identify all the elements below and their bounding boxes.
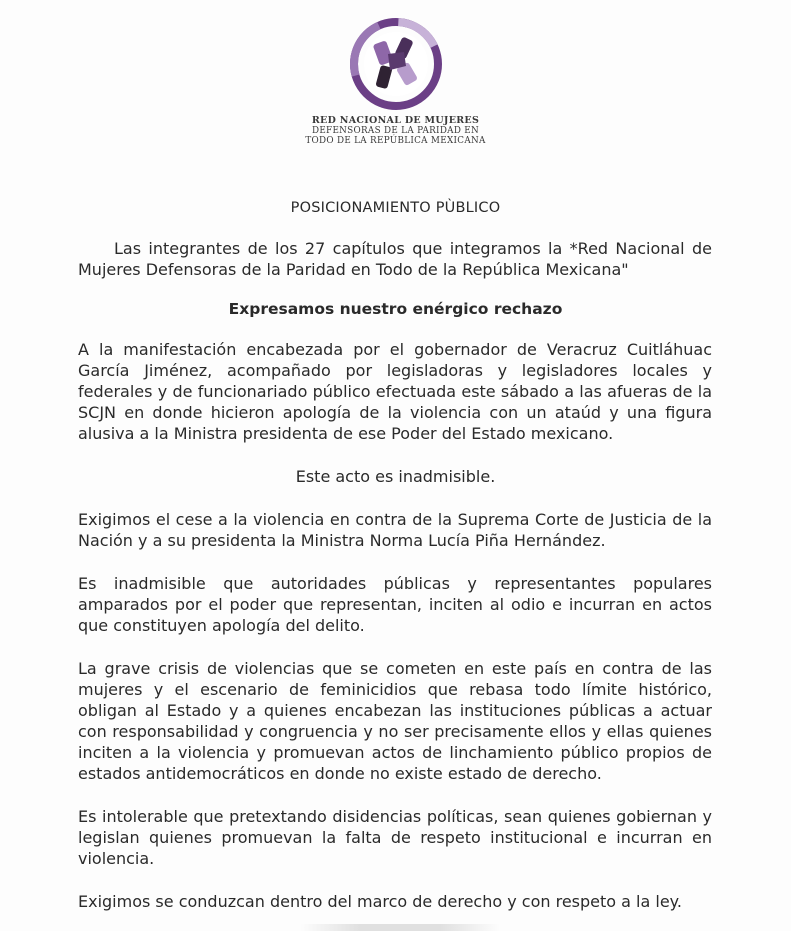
paragraph-manifestacion: A la manifestación encabezada por el gobernador de Veracruz Cuitláhuac García Jiménez, acompañado por legisladoras y legisladores locales y federales y de funcionariado público efectuada este sábado a las afueras de la SCJN en donde hicieron apología de la violencia con un ataúd y una figura alusiva a la Ministra presidenta de ese Poder del Estado mexicano. xyxy=(78,340,712,443)
paragraph-exigimos-cese: Exigimos el cese a la violencia en contra de la Suprema Corte de Justicia de la Nación y a su presidenta la Ministra Norma Lucía Piña Hernández. xyxy=(78,510,712,550)
section-heading: Expresamos nuestro enérgico rechazo xyxy=(228,300,563,318)
document-title: POSICIONAMIENTO PÙBLICO xyxy=(290,200,501,216)
intro-paragraph: Las integrantes de los 27 capítulos que integramos la *Red Nacional de Mujeres Defensoras de la Paridad en Todo de la República Mexicana" xyxy=(78,239,712,279)
paragraph-crisis: La grave crisis de violencias que se cometen en este país en contra de las mujeres y el escenario de feminicidios que rebasa todo límite histórico, obligan al Estado y a quienes encabezan las instituciones públicas a actuar con responsabilidad y congruencia y no ser precisamente ellos y ellas quienes inciten a la violencia y promuevan actos de linchamiento público propios de estados antidemocráticos en donde no existe estado de derecho. xyxy=(78,659,712,783)
paragraph-inadmisible: Este acto es inadmisible. xyxy=(295,467,496,486)
red-nacional-logo-icon xyxy=(346,14,446,114)
paragraph-marco-derecho: Exigimos se conduzcan dentro del marco de derecho y con respeto a la ley. xyxy=(78,892,682,911)
org-name-line-2: DEFENSORAS DE LA PARIDAD EN xyxy=(311,126,480,136)
org-name-line-3: TODO DE LA REPÚBLICA MEXICANA xyxy=(305,136,486,146)
paragraph-intolerable: Es intolerable que pretextando disidencias políticas, sean quienes gobiernan y legislan quienes promuevan la falta de respeto institucional e incurran en violencia. xyxy=(78,807,712,868)
paragraph-autoridades: Es inadmisible que autoridades públicas y representantes populares amparados por el poder que representan, inciten al odio e incurran en actos que constituyen apología del delito. xyxy=(78,574,712,635)
org-header xyxy=(0,14,791,146)
cut-off-text-line xyxy=(300,924,500,931)
org-name-line-1: RED NACIONAL DE MUJERES xyxy=(311,115,480,126)
